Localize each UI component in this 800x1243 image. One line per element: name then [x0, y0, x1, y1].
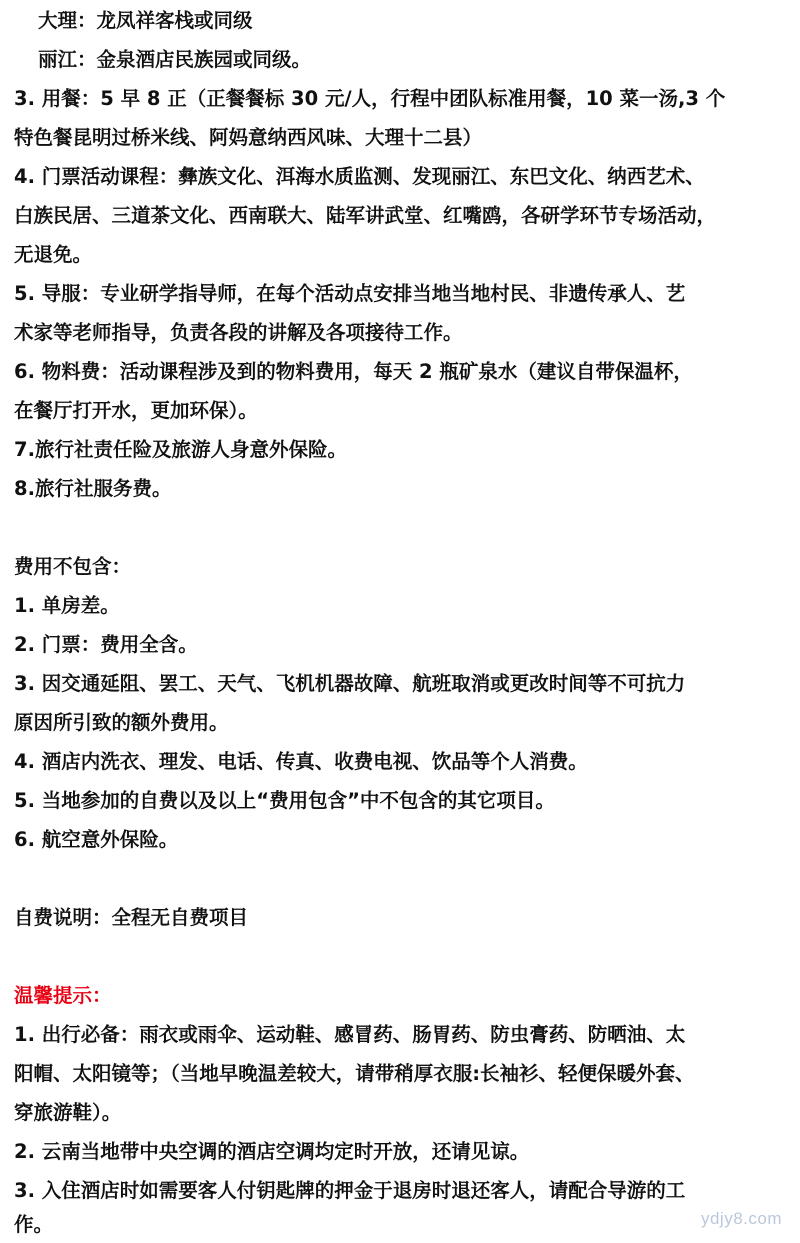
- hotel-dali-line: 大理：龙凤祥客栈或同级: [38, 9, 253, 32]
- excluded-item-1: 1. 单房差。: [14, 594, 120, 617]
- guide-line-1: 5. 导服：专业研学指导师，在每个活动点安排当地当地村民、非遗传承人、艺: [14, 282, 686, 305]
- tips-item-1-line-3: 穿旅游鞋）。: [14, 1101, 122, 1124]
- tickets-line-1: 4. 门票活动课程：彝族文化、洱海水质监测、发现丽江、东巴文化、纳西艺术、: [14, 165, 705, 188]
- excluded-item-3-line-1: 3. 因交通延阻、罢工、天气、飞机机器故障、航班取消或更改时间等不可抗力: [14, 672, 686, 695]
- tips-item-1-line-2: 阳帽、太阳镜等；（当地早晚温差较大，请带稍厚衣服:长袖衫、轻便保暖外套、: [14, 1062, 695, 1085]
- hotel-lijiang-line: 丽江：金泉酒店民族园或同级。: [38, 48, 312, 71]
- tips-item-3-line-2: 作。: [14, 1213, 54, 1236]
- optional-expense-note: 自费说明：全程无自费项目: [14, 906, 249, 929]
- site-watermark: ydjy8.com: [700, 1209, 782, 1228]
- excluded-item-2: 2. 门票：费用全含。: [14, 633, 198, 656]
- materials-line-1: 6. 物料费：活动课程涉及到的物料费用，每天 2 瓶矿泉水（建议自带保温杯，: [14, 360, 693, 383]
- meals-line-1: 3. 用餐：5 早 8 正（正餐餐标 30 元/人，行程中团队标准用餐，10 菜一汤,3 个: [14, 87, 726, 110]
- tips-heading: 温馨提示：: [14, 984, 112, 1007]
- insurance-line: 7.旅行社责任险及旅游人身意外保险。: [14, 438, 347, 461]
- tips-item-1-line-1: 1. 出行必备：雨衣或雨伞、运动鞋、感冒药、肠胃药、防虫膏药、防晒油、太: [14, 1023, 686, 1046]
- excluded-item-6: 6. 航空意外保险。: [14, 828, 179, 851]
- excluded-item-3-line-2: 原因所引致的额外费用。: [14, 711, 229, 734]
- service-fee-line: 8.旅行社服务费。: [14, 477, 172, 500]
- materials-line-2: 在餐厅打开水，更加环保）。: [14, 399, 258, 422]
- guide-line-2: 术家等老师指导，负责各段的讲解及各项接待工作。: [14, 321, 463, 344]
- tips-item-3-line-1: 3. 入住酒店时如需要客人付钥匙牌的押金于退房时退还客人，请配合导游的工: [14, 1179, 686, 1202]
- tickets-line-3: 无退免。: [14, 243, 93, 266]
- excluded-item-5: 5. 当地参加的自费以及以上“费用包含”中不包含的其它项目。: [14, 789, 555, 812]
- excluded-heading: 费用不包含：: [14, 555, 132, 578]
- meals-line-2: 特色餐昆明过桥米线、阿妈意纳西风味、大理十二县）: [14, 126, 483, 149]
- tickets-line-2: 白族民居、三道茶文化、西南联大、陆军讲武堂、红嘴鸥，各研学环节专场活动，: [14, 204, 717, 227]
- excluded-item-4: 4. 酒店内洗衣、理发、电话、传真、收费电视、饮品等个人消费。: [14, 750, 588, 773]
- tips-item-2: 2. 云南当地带中央空调的酒店空调均定时开放，还请见谅。: [14, 1140, 530, 1163]
